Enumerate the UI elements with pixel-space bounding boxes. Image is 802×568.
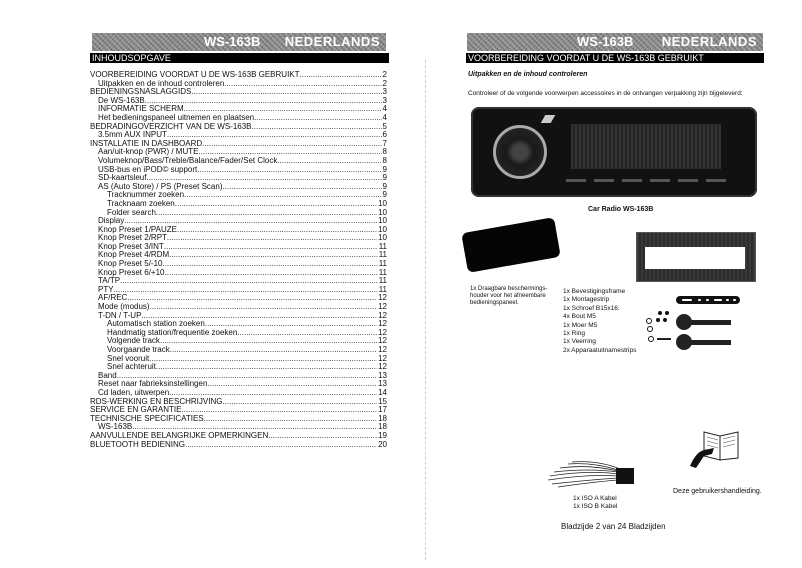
toc-entry-page: 3 xyxy=(382,96,387,105)
toc-entry xyxy=(90,372,387,381)
toc-entry-page: 4 xyxy=(382,105,387,114)
toc-entry-label: Aan/uit-knop (PWR) / MUTE xyxy=(98,148,199,157)
toc-entry-label: TECHNISCHE SPECIFICATIES xyxy=(90,414,204,423)
toc-leader-dots xyxy=(170,346,377,355)
toc-entry xyxy=(90,114,387,123)
toc-entry xyxy=(90,157,387,166)
toc-leader-dots xyxy=(181,406,377,415)
bolt-icon xyxy=(656,318,660,322)
page-banner xyxy=(92,33,386,51)
toc-entry-label: Knop Preset 2/RPT xyxy=(98,234,167,243)
toc-entry-page: 10 xyxy=(378,225,387,234)
toc-entry xyxy=(90,294,387,303)
hardware-item: 1x Veerring xyxy=(563,338,596,346)
toc-entry-label: Reset naar fabrieksinstellingen xyxy=(98,380,208,389)
toc-entry xyxy=(90,97,387,106)
toc-leader-dots xyxy=(165,269,378,278)
toc-entry-label: BLUETOOTH BEDIENING xyxy=(90,440,185,449)
hardware-list xyxy=(563,288,636,355)
toc-entry-label: Tracknaam zoeken xyxy=(107,199,175,208)
toc-entry-page: 10 xyxy=(378,234,387,243)
toc-entry-label: Handmatig station/frequentie zoeken xyxy=(107,328,238,337)
banner-language: NEDERLANDS xyxy=(284,34,380,49)
toc-entry-label: 3.5mm AUX INPUT xyxy=(98,131,167,140)
toc-entry-page: 9 xyxy=(382,165,387,174)
toc-entry-page: 10 xyxy=(378,199,387,208)
toc-entry-page: 13 xyxy=(378,380,387,389)
toc-leader-dots xyxy=(197,166,381,175)
toc-entry-page: 12 xyxy=(378,363,387,372)
toc-entry-page: 9 xyxy=(382,174,387,183)
toc-entry-label: PTY xyxy=(98,285,114,294)
toc-entry-label: Knop Preset 1/PAUZE xyxy=(98,225,177,234)
radio-caption: Car Radio WS-163B xyxy=(588,206,654,213)
toc-leader-dots xyxy=(167,234,377,243)
toc-entry-page: 2 xyxy=(382,79,387,88)
hardware-item: 1x Schroef B15x16. xyxy=(563,304,620,312)
cable-caption: 1x ISO A Kabel 1x ISO B Kabel xyxy=(573,495,618,511)
page-number: Bladzijde 2 van 24 Bladzijden xyxy=(561,522,666,531)
toc-entry-label: Band xyxy=(98,371,117,380)
toc-entry xyxy=(90,363,387,372)
hardware-item: 1x Moer M5 xyxy=(563,321,598,329)
toc-leader-dots xyxy=(150,303,378,312)
toc-entry xyxy=(90,320,387,329)
toc-entry-label: Tracknummer zoeken xyxy=(107,191,185,200)
toc-entry-page: 19 xyxy=(378,431,387,440)
toc-entry-label: TA/TP xyxy=(98,277,121,286)
toc-entry xyxy=(90,123,387,132)
radio-display-graphic xyxy=(571,124,721,169)
toc-entry-page: 11 xyxy=(378,277,387,286)
toc-entry-page: 15 xyxy=(378,397,387,406)
toc-leader-dots xyxy=(300,71,382,80)
toc-leader-dots xyxy=(149,355,377,364)
toc-entry xyxy=(90,423,387,432)
toc-entry xyxy=(90,174,387,183)
toc-entry-page: 11 xyxy=(378,242,387,251)
toc-leader-dots xyxy=(127,294,377,303)
toc-entry-label: Knop Preset 5/-10 xyxy=(98,260,163,269)
toc-entry xyxy=(90,140,387,149)
toc-entry-label: Voorgaande track xyxy=(107,346,170,354)
toc-entry-page: 13 xyxy=(378,371,387,380)
toc-entry xyxy=(90,200,387,209)
toc-entry-label: AF/REC xyxy=(98,294,128,303)
toc-entry-page: 11 xyxy=(378,251,387,260)
hardware-item: 1x Ring xyxy=(563,330,586,338)
toc-entry-page: 3 xyxy=(382,88,387,97)
toc-entry-label: BEDIENINGSNASLAGGIDS xyxy=(90,88,192,97)
toc-entry xyxy=(90,131,387,140)
toc-entry-page: 6 xyxy=(382,131,387,140)
mounting-frame-image xyxy=(636,232,756,282)
toc-entry xyxy=(90,329,387,338)
toc-entry-label: Uitpakken en de inhoud controleren xyxy=(98,79,225,88)
toc-entry-page: 10 xyxy=(378,208,387,217)
toc-entry-page: 12 xyxy=(378,354,387,363)
toc-leader-dots xyxy=(132,423,377,432)
toc-leader-dots xyxy=(277,157,381,166)
toc-leader-dots xyxy=(184,105,382,114)
toc-leader-dots xyxy=(237,329,377,338)
toc-entry-page: 4 xyxy=(382,113,387,122)
toc-leader-dots xyxy=(185,441,377,450)
toc-entry-page: 17 xyxy=(378,406,387,415)
toc-entry xyxy=(90,148,387,157)
toc-entry-page: 11 xyxy=(378,285,387,294)
toc-entry-label: VOORBEREIDING VOORDAT U DE WS-163B GEBRUIKT xyxy=(90,71,300,79)
toc-entry xyxy=(90,183,387,192)
toc-entry-page: 10 xyxy=(378,217,387,226)
toc-entry-page: 12 xyxy=(378,337,387,346)
removal-strip-icon xyxy=(688,320,731,325)
toc-entry xyxy=(90,312,387,321)
toc-entry-page: 9 xyxy=(382,182,387,191)
toc-entry-page: 20 xyxy=(378,440,387,449)
toc-leader-dots xyxy=(141,312,377,321)
toc-entry-page: 11 xyxy=(378,260,387,269)
toc-entry-label: SERVICE EN GARANTIE xyxy=(90,406,182,415)
toc-entry-page: 14 xyxy=(378,388,387,397)
volume-knob-graphic xyxy=(493,125,547,179)
iso-cable-image xyxy=(548,460,638,490)
arrow-icon xyxy=(657,338,671,340)
toc-leader-dots xyxy=(145,97,382,106)
toc-entry-page: 2 xyxy=(382,71,387,79)
toc-entry xyxy=(90,105,387,114)
toc-entry-label: Mode (modus) xyxy=(98,303,150,312)
toc-leader-dots xyxy=(204,415,377,424)
toc-entry-page: 18 xyxy=(378,414,387,423)
toc-entry-page: 9 xyxy=(382,191,387,200)
toc-entry-label: Volumeknop/Bass/Treble/Balance/Fader/Set Clock xyxy=(98,156,278,165)
toc-entry-label: INSTALLATIE IN DASHBOARD xyxy=(90,139,203,148)
toc-entry-page: 8 xyxy=(382,156,387,165)
toc-leader-dots xyxy=(202,140,381,149)
toc-entry-page: 12 xyxy=(378,320,387,329)
mounting-strip-image xyxy=(676,296,740,304)
manual-caption: Deze gebruikershandleiding. xyxy=(673,488,762,495)
toc-leader-dots xyxy=(120,277,378,286)
toc-entry xyxy=(90,251,387,260)
toc-entry-label: INFORMATIE SCHERM xyxy=(98,105,184,114)
toc-entry-label: WS-163B xyxy=(98,423,133,432)
toc-entry-page: 12 xyxy=(378,346,387,354)
nut-icon xyxy=(646,318,652,324)
toc-entry-label: Display xyxy=(98,217,125,226)
toc-entry-page: 8 xyxy=(382,148,387,157)
toc-entry-page: 12 xyxy=(378,328,387,337)
toc-entry xyxy=(90,337,387,346)
toc-leader-dots xyxy=(184,191,381,200)
ring-icon xyxy=(647,326,653,332)
toc-entry xyxy=(90,286,387,295)
toc-entry xyxy=(90,88,387,97)
toc-entry xyxy=(90,260,387,269)
toc-entry-label: USB-bus en iPOD© support xyxy=(98,165,198,174)
hardware-item: 1x Bevestigingsframe xyxy=(563,288,626,295)
toc-entry-label: Automatisch station zoeken xyxy=(107,320,205,329)
toc-entry-label: T-DN / T-UP xyxy=(98,311,142,320)
toc-entry xyxy=(90,217,387,226)
toc-leader-dots xyxy=(114,286,378,295)
banner-language: NEDERLANDS xyxy=(661,34,757,49)
toc-entry-page: 12 xyxy=(378,294,387,303)
toc-entry xyxy=(90,432,387,441)
bolt-icon xyxy=(658,311,662,315)
toc-entry-page: 11 xyxy=(378,268,387,277)
toc-entry-label: RDS-WERKING EN BESCHRIJVING xyxy=(90,397,223,406)
section-title: INHOUDSOPGAVE xyxy=(90,53,389,63)
toc-entry-page: 5 xyxy=(382,122,387,131)
toc-entry-page: 18 xyxy=(378,423,387,432)
toc-leader-dots xyxy=(224,80,381,89)
toc-entry xyxy=(90,166,387,175)
toc-entry-page: 12 xyxy=(378,311,387,320)
toc-entry-label: Knop Preset 6/+10 xyxy=(98,268,165,277)
hardware-item: 1x Montagestrip xyxy=(563,296,610,304)
cover-caption: 1x Draagbare beschermings- houder voor het afneembare bedieningspaneel. xyxy=(470,286,548,306)
toc-entry-label: AANVULLENDE BELANGRIJKE OPMERKINGEN xyxy=(90,431,269,440)
toc-entry xyxy=(90,415,387,424)
toc-entry-label: Het bedieningspaneel uitnemen en plaatsen xyxy=(98,113,255,122)
toc-entry xyxy=(90,277,387,286)
toc-entry-label: Knop Preset 3/INT xyxy=(98,242,164,251)
toc-entry xyxy=(90,71,387,80)
toc-entry xyxy=(90,226,387,235)
toc-leader-dots xyxy=(169,389,377,398)
toc-leader-dots xyxy=(164,243,378,252)
table-of-contents xyxy=(90,71,387,449)
toc-entry xyxy=(90,355,387,364)
toc-entry-page: 7 xyxy=(382,139,387,148)
toc-leader-dots xyxy=(191,88,381,97)
page-banner xyxy=(467,33,763,51)
toc-entry xyxy=(90,303,387,312)
banner-model: WS-163B xyxy=(204,34,261,49)
toc-entry xyxy=(90,80,387,89)
removal-strip-icon xyxy=(688,340,731,345)
toc-entry xyxy=(90,441,387,450)
subheading: Uitpakken en de inhoud controleren xyxy=(468,71,588,78)
toc-leader-dots xyxy=(162,260,377,269)
bolt-icon xyxy=(663,318,667,322)
toc-entry-label: BEDRADINGOVERZICHT VAN DE WS-163B xyxy=(90,122,252,131)
preset-buttons-graphic xyxy=(566,179,726,182)
toc-entry xyxy=(90,191,387,200)
manual-image xyxy=(690,430,746,468)
toc-entry-label: Snel vooruit xyxy=(107,354,150,363)
toc-entry-label: Volgende track xyxy=(107,337,160,346)
toc-leader-dots xyxy=(124,217,377,226)
toc-leader-dots xyxy=(252,123,382,132)
toc-leader-dots xyxy=(160,337,377,346)
toc-entry xyxy=(90,398,387,407)
toc-entry xyxy=(90,269,387,278)
toc-entry-label: AS (Auto Store) / PS (Preset Scan) xyxy=(98,182,223,191)
toc-entry xyxy=(90,406,387,415)
toc-entry xyxy=(90,389,387,398)
toc-leader-dots xyxy=(222,398,377,407)
hardware-item: 2x Apparaatuitnamestrips xyxy=(563,346,637,354)
toc-leader-dots xyxy=(117,372,377,381)
toc-entry-label: Knop Preset 4/RDM xyxy=(98,251,170,260)
toc-leader-dots xyxy=(156,363,377,372)
toc-entry-page: 12 xyxy=(378,303,387,312)
toc-leader-dots xyxy=(254,114,381,123)
spring-washer-icon xyxy=(648,336,654,342)
toc-leader-dots xyxy=(177,226,377,235)
toc-leader-dots xyxy=(223,183,382,192)
toc-entry-label: SD-kaartsleuf xyxy=(98,174,147,183)
toc-leader-dots xyxy=(169,251,378,260)
toc-entry xyxy=(90,234,387,243)
toc-entry xyxy=(90,380,387,389)
bolt-icon xyxy=(665,311,669,315)
toc-leader-dots xyxy=(175,200,377,209)
toc-leader-dots xyxy=(207,380,377,389)
toc-leader-dots xyxy=(268,432,377,441)
toc-entry-label: De WS-163B xyxy=(98,96,145,105)
section-title: VOORBEREIDING VOORDAT U DE WS-163B GEBRUIKT xyxy=(466,53,764,63)
toc-leader-dots xyxy=(167,131,382,140)
toc-entry-label: Cd laden, uitwerpen xyxy=(98,388,170,397)
toc-entry xyxy=(90,209,387,218)
toc-entry-label: Snel achteruit xyxy=(107,363,156,372)
toc-entry-label: Folder search xyxy=(107,208,156,217)
intro-text: Controleer of de volgende voorwerpen accessoires in de ontvangen verpakking zijn bijgeleverd: xyxy=(468,90,743,97)
toc-entry xyxy=(90,346,387,355)
toc-leader-dots xyxy=(146,174,381,183)
banner-model: WS-163B xyxy=(577,34,634,49)
hardware-item: 4x Bout M5 xyxy=(563,313,596,321)
toc-leader-dots xyxy=(156,209,377,218)
car-radio-image xyxy=(471,107,757,197)
toc-entry xyxy=(90,243,387,252)
release-button-graphic xyxy=(541,115,556,123)
toc-leader-dots xyxy=(198,148,381,157)
toc-leader-dots xyxy=(205,320,377,329)
